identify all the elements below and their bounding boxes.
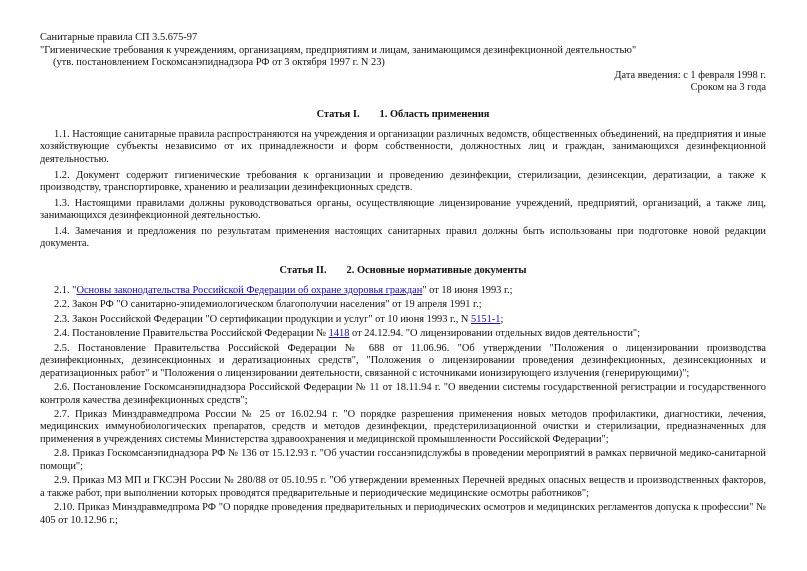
- link-resolution-1418[interactable]: 1418: [328, 328, 350, 340]
- paragraph-2-1: 2.1. "Основы законодательства Российской Федерации об охране здоровья граждан" от 18 июня 1993 г.;: [54, 284, 513, 296]
- date-introduced: Дата введения: с 1 февраля 1998 г.: [614, 69, 766, 81]
- section-1-heading: [40, 108, 766, 121]
- paragraph-1-3: 1.3. Настоящими правилами должны руководствоваться органы, осуществляющие лицензирование учреждений, предприятий, организаций, а также лиц, занимающихся дезинфекционной деятельностью.: [40, 197, 766, 222]
- link-health-law[interactable]: Основы законодательства Российской Федерации об охране здоровья граждан: [76, 284, 423, 296]
- paragraph-2-2: 2.2. Закон РФ "О санитарно-эпидемиологическом благополучии населения" от 19 апреля 1991 г.;: [54, 299, 482, 311]
- paragraph-2-7: 2.7. Приказ Минздравмедпрома России № 25 от 16.02.94 г. "О порядке разрешения применения новых методов профилактики, диагностики, лечения, медицинских иммунобиологических препаратов, средств и методов дезинфекции, предстерилизационной очистки и стерилизации, предназначенных для применения в учреждениях системы Министерства здравоохранения и медицинской промышленности Российской Федерации";: [40, 409, 766, 445]
- paragraph-1-2: 1.2. Документ содержит гигиенические требования к организации и проведению дезинфекции, стерилизации, дезинсекции, дератизации, а также к производству, транспортировке, хранению и реализации дезинфекционных средств.: [40, 169, 766, 193]
- section-1-title: 1. Область применения: [379, 108, 490, 120]
- paragraph-2-9: 2.9. Приказ МЗ МП и ГКСЭН России № 280/88 от 05.10.95 г. "Об утверждении временных Перечней вредных опасных веществ и производственных факторов, а также работ, при выполнении которых проводятся предварительные и периодические медицинские осмотры работников";: [40, 475, 766, 499]
- doc-subtitle: "Гигиенические требования к учреждениям, организациям, предприятиям и лицам, занимающимся дезинфекционной деятельностью": [40, 44, 637, 56]
- paragraph-2-6: 2.6. Постановление Госкомсанэпиднадзора Российской Федерации № 11 от 18.11.94 г. "О введении системы государственной регистрации и государственного контроля качества дезинфекционных средств";: [40, 382, 766, 406]
- section-2-heading: [40, 264, 766, 277]
- section-2-number: Статья II.: [279, 264, 327, 276]
- document-page: [40, 32, 766, 529]
- paragraph-2-4: 2.4. Постановление Правительства Российской Федерации № 1418 от 24.12.94. "О лицензировании отдельных видов деятельности";: [54, 328, 641, 340]
- paragraph-2-3: 2.3. Закон Российской Федерации "О сертификации продукции и услуг" от 10 июня 1993 г., N 5151-1;: [54, 313, 504, 325]
- paragraph-2-5: 2.5. Постановление Правительства Российской Федерации № 688 от 11.06.96. "Об утверждении "Положения о лицензировании производства дезинфекционных, дезинсекционных и дератизационных средств", "Положения о лицензировании проведения дезинфекционных, дезинсекционных и дератизационных работ" и "Положения о лицензировании деятельности, связанной с источниками ионизирующего излучения (генерирующими)";: [40, 342, 766, 379]
- approval-note: (утв. постановлением Госкомсанэпиднадзора РФ от 3 октября 1997 г. N 23): [53, 57, 385, 69]
- paragraph-2-8: 2.8. Приказ Госкомсанэпиднадзора РФ № 136 от 15.12.93 г. "Об участии госсанэпидслужбы в проведении мероприятий в рамках первичной медико-санитарной помощи";: [40, 448, 766, 472]
- doc-title: Санитарные правила СП 3.5.675-97: [40, 32, 198, 43]
- paragraph-1-4: 1.4. Замечания и предложения по результатам применения настоящих санитарных правил должны быть использованы при подготовке новой редакции документа.: [40, 225, 766, 250]
- paragraph-2-10: 2.10. Приказ Минздравмедпрома РФ "О порядке проведения предварительных и периодических осмотров и медицинских регламентов допуска к профессии" № 405 от 10.12.96 г.;: [40, 502, 766, 526]
- link-law-5151-1[interactable]: 5151-1: [471, 313, 501, 325]
- validity-term: Сроком на 3 года: [690, 82, 766, 94]
- section-2-title: 2. Основные нормативные документы: [346, 264, 527, 276]
- paragraph-1-1: 1.1. Настоящие санитарные правила распространяются на учреждения и организации различных ведомств, общественных объединений, на предприятия и иные хозяйствующие субъекты независимо от их принадлежности и форм собственности, должностных лиц и граждан, занимающихся дезинфекционной деятельностью.: [40, 128, 766, 165]
- section-1-number: Статья I.: [316, 108, 360, 120]
